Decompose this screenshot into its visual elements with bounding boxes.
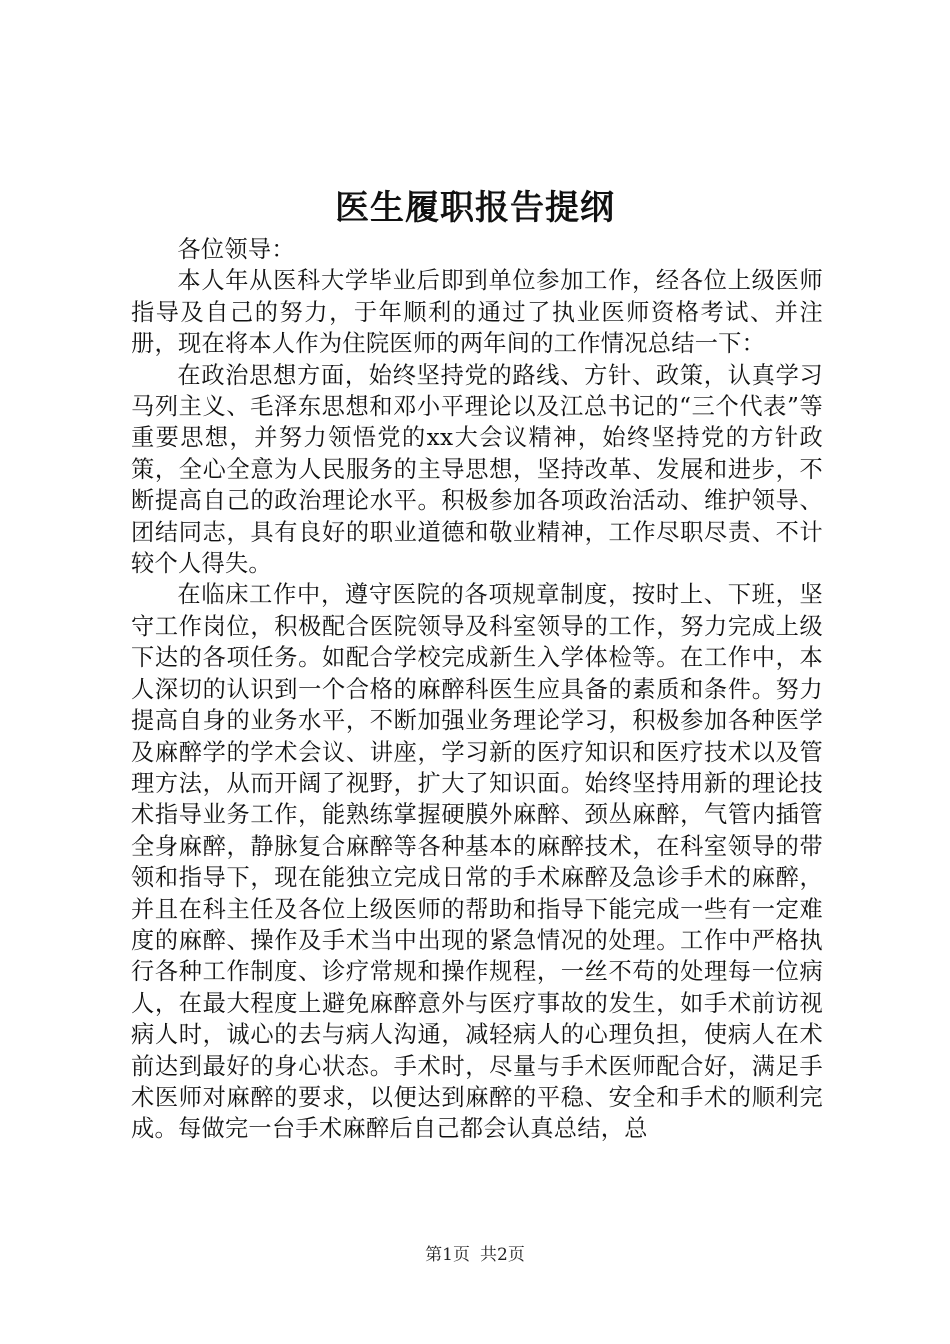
body-paragraph-intro: 本人年从医科大学毕业后即到单位参加工作，经各位上级医师指导及自己的努力，于年顺利的通过了执业医师资格考试、并注册，现在将本人作为住院医师的两年间的工作情况总结一下： [131, 267, 823, 358]
page-number: 第1页 [425, 1245, 470, 1265]
page-total: 共2页 [480, 1245, 525, 1265]
greeting-paragraph: 各位领导： [177, 236, 295, 263]
document-body [131, 234, 823, 1145]
body-paragraph-clinical: 在临床工作中，遵守医院的各项规章制度，按时上、下班，坚守工作岗位，积极配合医院领导及科室领导的工作，努力完成上级下达的各项任务。如配合学校完成新生入学体检等。在工作中，本人深切的认识到一个合格的麻醉科医生应具备的素质和条件。努力提高自身的业务水平，不断加强业务理论学习，积极参加各种医学及麻醉学的学术会议、讲座，学习新的医疗知识和医疗技术以及管理方法，从而开阔了视野，扩大了知识面。始终坚持用新的理论技术指导业务工作，能熟练掌握硬膜外麻醉、颈丛麻醉，气管内插管全身麻醉，静脉复合麻醉等各种基本的麻醉技术，在科室领导的带领和指导下，现在能独立完成日常的手术麻醉及急诊手术的麻醉，并且在科主任及各位上级医师的帮助和指导下能完成一些有一定难度的麻醉、操作及手术当中出现的紧急情况的处理。工作中严格执行各种工作制度、诊疗常规和操作规程，一丝不苟的处理每一位病人，在最大程度上避免麻醉意外与医疗事故的发生，如手术前访视病人时，诚心的去与病人沟通，减轻病人的心理负担，使病人在术前达到最好的身心状态。手术时，尽量与手术医师配合好，满足手术医师对麻醉的要求，以便达到麻醉的平稳、安全和手术的顺利完成。每做完一台手术麻醉后自己都会认真总结，总 [131, 581, 823, 1143]
document-title: 医生履职报告提纲 [335, 188, 615, 228]
body-paragraph-political: 在政治思想方面，始终坚持党的路线、方针、政策，认真学习马列主义、毛泽东思想和邓小平理论以及江总书记的“三个代表”等重要思想，并努力领悟党的xx大会议精神，始终坚持党的方针政策，全心全意为人民服务的主导思想，坚持改革、发展和进步，不断提高自己的政治理论水平。积极参加各项政治活动、维护领导、团结同志，具有良好的职业道德和敬业精神，工作尽职尽责、不计较个人得失。 [131, 361, 823, 578]
page-footer [0, 1243, 950, 1267]
